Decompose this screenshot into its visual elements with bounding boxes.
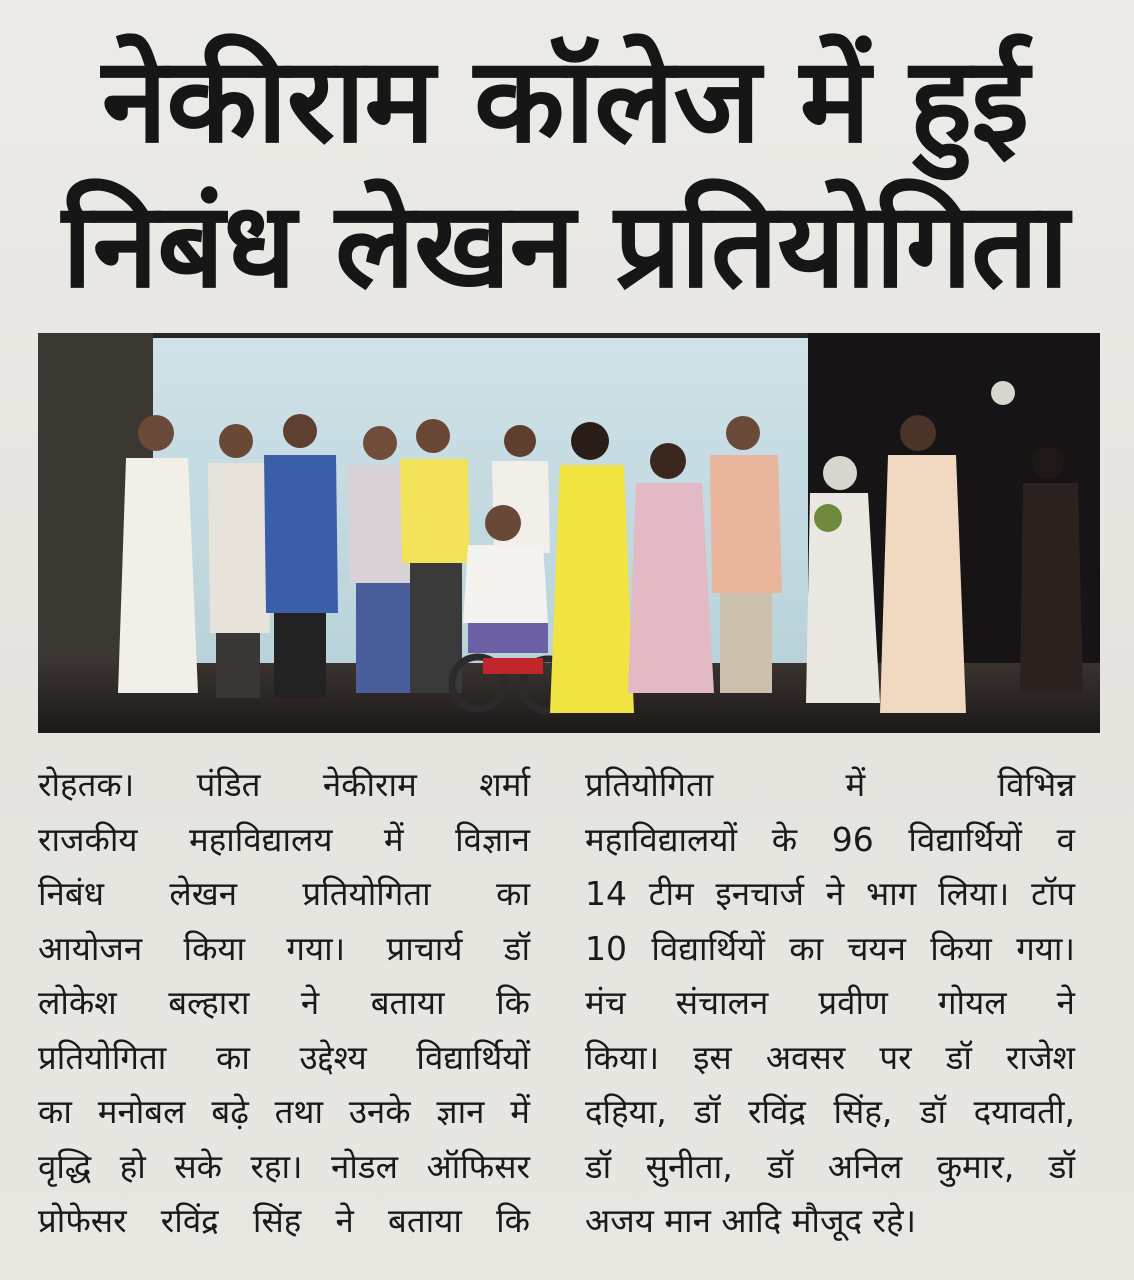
body-line: अजय मान आदि मौजूद रहे। bbox=[585, 1201, 917, 1240]
body-line: निबंध लेखन प्रतियोगिता का bbox=[38, 874, 530, 913]
body-line: डॉ सुनीता, डॉ अनिल कुमार, डॉ bbox=[585, 1146, 1075, 1186]
stage-light bbox=[991, 381, 1015, 405]
body-line: आयोजन किया गया। प्राचार्य डॉ bbox=[38, 928, 530, 968]
body-line: प्रतियोगिता का उद्देश्य विद्यार्थियों bbox=[38, 1037, 530, 1077]
body-line: लोकेश बल्हारा ने बताया कि bbox=[38, 983, 530, 1022]
person-yellow-shirt bbox=[400, 419, 470, 693]
headline-line-2: निबंध लेखन प्रतियोगिता bbox=[62, 176, 1068, 315]
body-line: 10 विद्यार्थियों का चयन किया गया। bbox=[585, 928, 1075, 968]
body-line: राजकीय महाविद्यालय में विज्ञान bbox=[38, 819, 530, 859]
body-line: प्रतियोगिता में विभिन्न bbox=[585, 765, 1075, 804]
body-line: का मनोबल बढ़े तथा उनके ज्ञान में bbox=[38, 1092, 530, 1131]
headline bbox=[30, 31, 1100, 331]
group-photo bbox=[38, 333, 1100, 733]
body-line: प्रोफेसर रविंद्र सिंह ने बताया कि bbox=[38, 1201, 530, 1240]
person-far-right bbox=[1020, 447, 1083, 693]
body-line: किया। इस अवसर पर डॉ राजेश bbox=[585, 1037, 1075, 1077]
article-body-right-column bbox=[585, 758, 1075, 1249]
body-line: मंच संचालन प्रवीण गोयल ने bbox=[585, 983, 1075, 1022]
person-peach-shirt bbox=[710, 416, 782, 693]
article-body-left-column bbox=[38, 758, 530, 1249]
body-line: दहिया, डॉ रविंद्र सिंह, डॉ दयावती, bbox=[585, 1092, 1075, 1131]
person-yellow-dress bbox=[550, 422, 634, 713]
body-line: महाविद्यालयों के 96 विद्यार्थियों व bbox=[585, 819, 1075, 859]
body-line: रोहतक। पंडित नेकीराम शर्मा bbox=[38, 765, 530, 804]
body-line: 14 टीम इनचार्ज ने भाग लिया। टॉप bbox=[585, 874, 1075, 913]
body-line: वृद्धि हो सके रहा। नोडल ऑफिसर bbox=[38, 1146, 530, 1186]
headline-line-1: नेकीराम कॉलेज में हुई bbox=[101, 31, 1029, 170]
person-right-dupatta bbox=[880, 415, 966, 713]
